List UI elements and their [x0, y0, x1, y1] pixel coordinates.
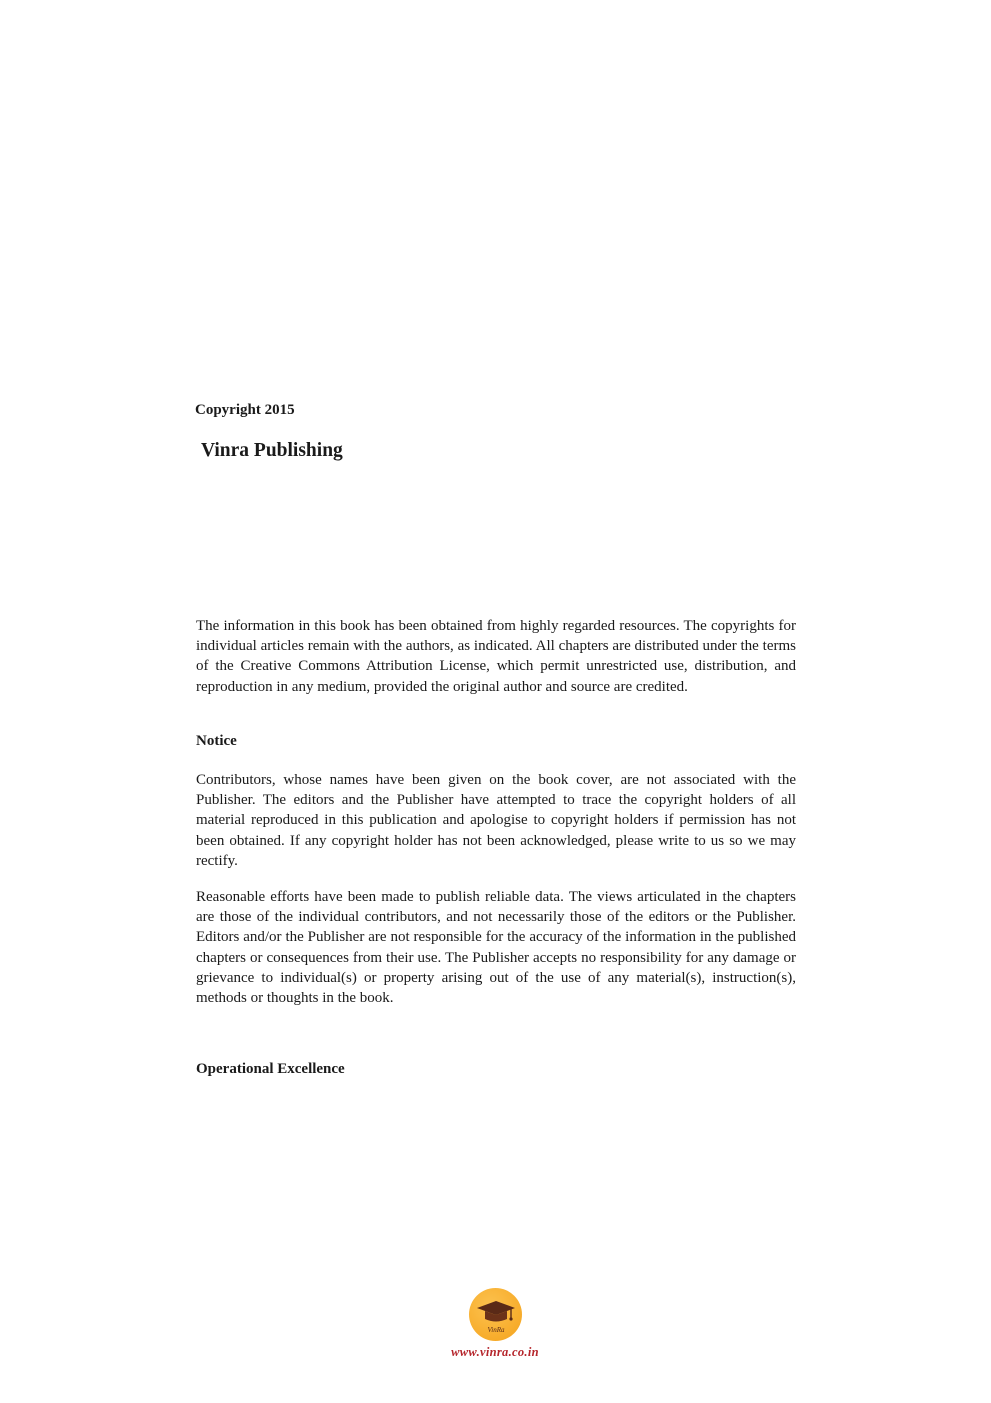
publisher-name: Vinra Publishing: [201, 440, 343, 461]
info-paragraph: The information in this book has been obtained from highly regarded resources. The copyrights for individual articles remain with the authors, as indicated. All chapters are distributed under the terms of the Creative Commons Attribution License, which permit unrestricted use, distribution, and reproduction in any medium, provided the original author and source are credited.: [196, 618, 796, 695]
publisher-logo: [469, 1288, 522, 1341]
website-link[interactable]: www.vinra.co.in: [451, 1345, 539, 1359]
book-title: Operational Excellence: [196, 1061, 345, 1077]
contributors-paragraph: Contributors, whose names have been given on the book cover, are not associated with the Publisher. The editors and the Publisher have attempted to trace the copyright holders of all material reproduced in this publication and apologise to copyright holders if permission has not been obtained. If any copyright holder has not been acknowledged, please write to us so we may rectify.: [196, 772, 796, 869]
logo-text: VinRa: [487, 1326, 505, 1334]
graduation-cap-icon: [469, 1288, 522, 1341]
notice-heading: Notice: [196, 733, 237, 749]
efforts-paragraph: Reasonable efforts have been made to publish reliable data. The views articulated in the chapters are those of the individual contributors, and not necessarily those of the editors or the Publisher. Editors and/or the Publisher are not responsible for the accuracy of the information in the published chapters or consequences from their use. The Publisher accepts no responsibility for any damage or grievance to individual(s) or property arising out of the use of any material(s), instruction(s), methods or thoughts in the book.: [196, 889, 796, 1007]
copyright-line: Copyright 2015: [195, 402, 295, 418]
